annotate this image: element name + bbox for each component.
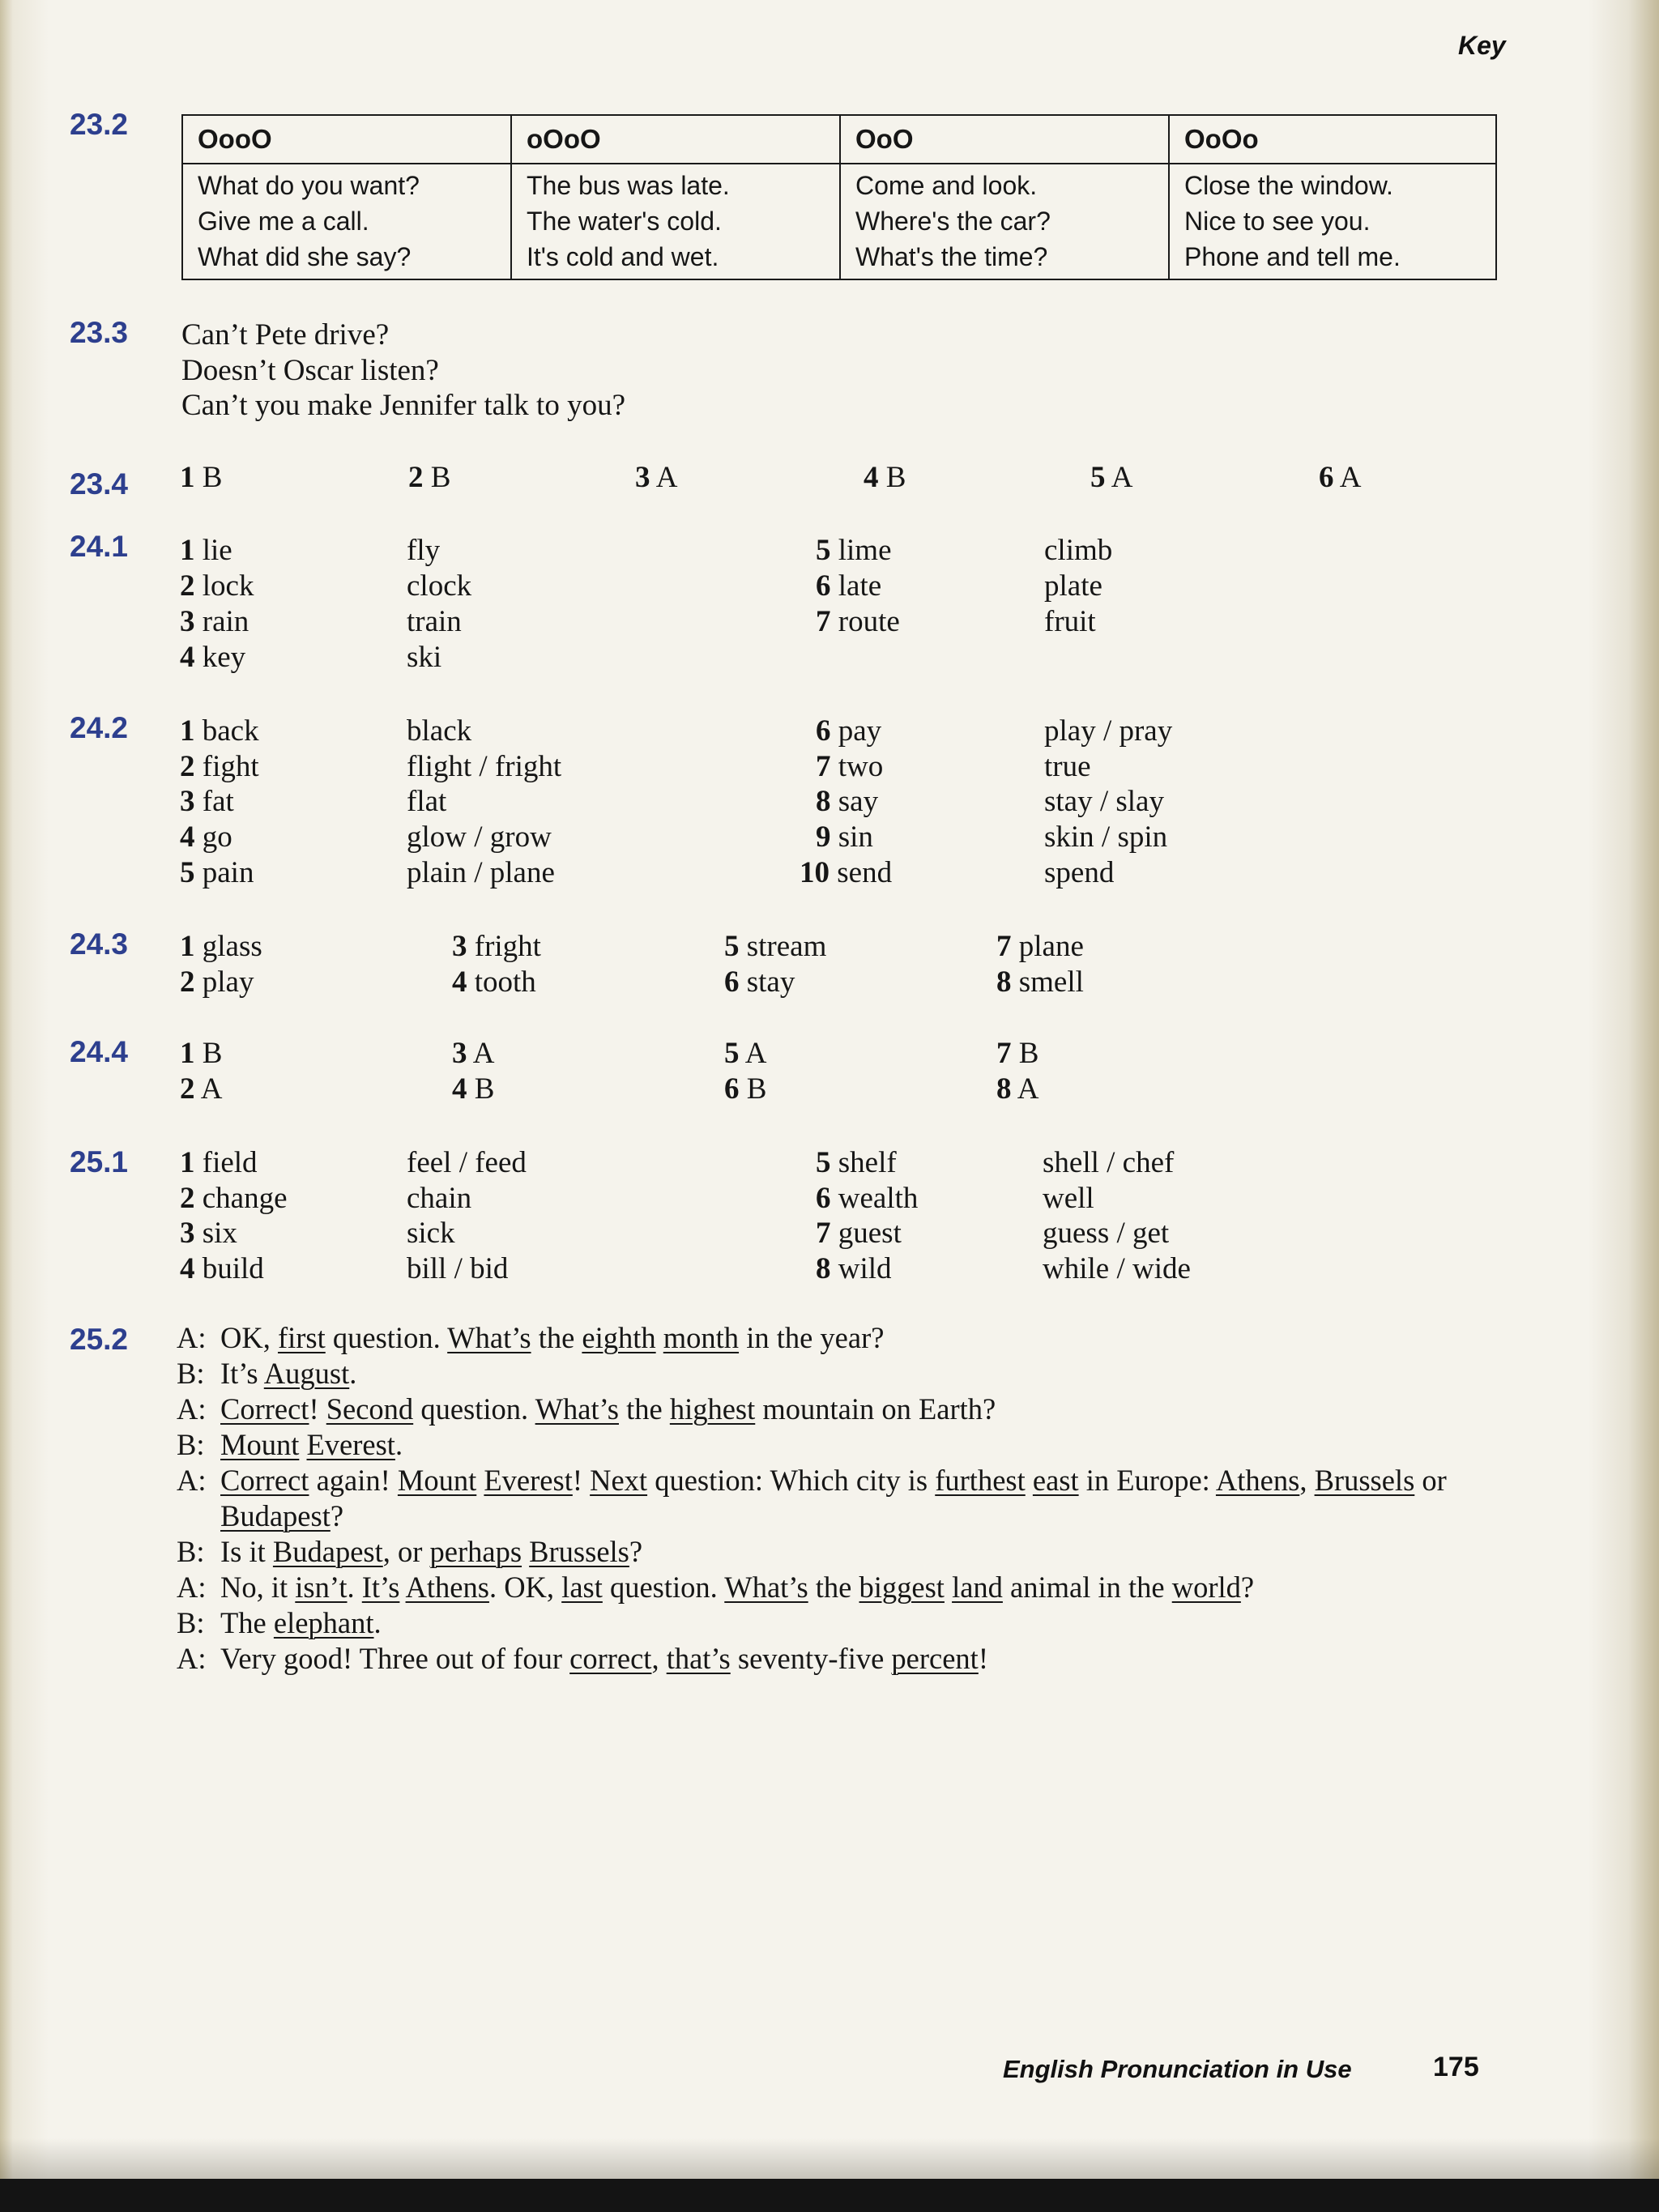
table-cell: It's cold and wet. bbox=[527, 242, 719, 271]
word-item: 7 guest bbox=[816, 1217, 902, 1250]
dialogue-text: Is it bbox=[220, 1535, 273, 1568]
stressed-word: biggest bbox=[859, 1571, 945, 1604]
word-answer: ski bbox=[407, 641, 442, 674]
speaker-label: A: bbox=[177, 1321, 207, 1354]
word-item: 3 six bbox=[180, 1217, 237, 1250]
word-answer: bill / bid bbox=[407, 1252, 509, 1285]
section-number-25-1: 25.1 bbox=[70, 1145, 129, 1178]
word-answer: fly bbox=[407, 534, 441, 567]
stressed-word: Athens bbox=[1215, 1464, 1300, 1497]
dialogue-text: OK, bbox=[220, 1321, 278, 1354]
page-shadow bbox=[0, 2138, 1659, 2179]
table-rule bbox=[1170, 163, 1495, 164]
table-cell: The water's cold. bbox=[527, 207, 722, 236]
dialogue-text: . bbox=[349, 1357, 357, 1390]
stressed-word: elephant bbox=[273, 1606, 374, 1639]
word-answer: while / wide bbox=[1043, 1252, 1191, 1285]
word-answer: shell / chef bbox=[1043, 1146, 1175, 1179]
dialogue-text: question. bbox=[413, 1392, 535, 1426]
dialogue-text bbox=[656, 1321, 663, 1354]
table-cell: What's the time? bbox=[855, 242, 1048, 271]
key-label: Key bbox=[1458, 31, 1506, 60]
dialogue-text: , bbox=[1299, 1464, 1315, 1497]
dialogue-text: the bbox=[618, 1392, 670, 1426]
word-answer: stay / slay bbox=[1044, 785, 1164, 818]
word-item: 3 fat bbox=[180, 785, 234, 818]
dialogue-text: question. bbox=[325, 1321, 448, 1354]
word-item: 2 lock bbox=[180, 569, 254, 603]
dialogue-text: the bbox=[531, 1321, 582, 1354]
dialogue-text: question: Which city is bbox=[647, 1464, 936, 1497]
word-answer: flight / fright bbox=[407, 750, 562, 783]
word-item: 1 back bbox=[180, 714, 259, 748]
dialogue bbox=[177, 1320, 1505, 1677]
dialogue-text: ? bbox=[629, 1535, 643, 1568]
word-answer: train bbox=[407, 605, 462, 638]
speaker-label: B: bbox=[177, 1606, 205, 1639]
word-item: 6 late bbox=[816, 569, 882, 603]
dialogue-text: in the year? bbox=[739, 1321, 885, 1354]
stress-pattern-heading: OoO bbox=[855, 124, 914, 154]
word-item: 2 fight bbox=[180, 750, 259, 783]
word-item: 1 glass bbox=[180, 930, 262, 963]
stressed-word: Next bbox=[590, 1464, 648, 1497]
answer-item: 3 A bbox=[635, 461, 678, 494]
stressed-word: eighth bbox=[582, 1321, 656, 1354]
word-item: 4 go bbox=[180, 820, 232, 854]
answer-item: 7 B bbox=[996, 1037, 1039, 1070]
word-item: 6 wealth bbox=[816, 1182, 919, 1215]
word-item: 5 lime bbox=[816, 534, 892, 567]
word-item: 3 rain bbox=[180, 605, 249, 638]
speaker-label: B: bbox=[177, 1535, 205, 1568]
word-item: 5 stream bbox=[724, 930, 827, 963]
table-rule bbox=[512, 163, 839, 164]
table-cell: Where's the car? bbox=[855, 207, 1051, 236]
answer-line: Can’t Pete drive? bbox=[181, 318, 390, 352]
table-cell: What did she say? bbox=[198, 242, 412, 271]
stressed-word: August bbox=[263, 1357, 350, 1390]
stressed-word: It’s bbox=[361, 1571, 400, 1604]
word-item: 9 sin bbox=[816, 820, 873, 854]
speaker-label: A: bbox=[177, 1571, 207, 1604]
dialogue-text: . bbox=[394, 1428, 403, 1461]
dialogue-text bbox=[945, 1571, 952, 1604]
speaker-label: B: bbox=[177, 1428, 205, 1461]
word-item: 8 say bbox=[816, 785, 879, 818]
stressed-word: What’s bbox=[447, 1321, 531, 1354]
dialogue-text: It’s bbox=[220, 1357, 264, 1390]
word-answer: true bbox=[1044, 750, 1091, 783]
stressed-word: land bbox=[952, 1571, 1003, 1604]
stressed-word: correct bbox=[569, 1642, 652, 1675]
dialogue-text: . bbox=[347, 1571, 362, 1604]
stressed-word: Mount bbox=[397, 1464, 477, 1497]
dialogue-text: ! bbox=[572, 1464, 591, 1497]
stress-column bbox=[1168, 116, 1495, 279]
stressed-word: Brussels bbox=[1314, 1464, 1415, 1497]
word-item: 1 field bbox=[180, 1146, 258, 1179]
section-number-24-1: 24.1 bbox=[70, 530, 129, 563]
dialogue-text: or bbox=[1414, 1464, 1447, 1497]
word-answer: play / pray bbox=[1044, 714, 1173, 748]
dialogue-text: , or bbox=[382, 1535, 430, 1568]
stressed-word: Mount bbox=[220, 1428, 300, 1461]
dialogue-line bbox=[177, 1356, 1505, 1392]
word-answer: plate bbox=[1044, 569, 1102, 603]
dialogue-text: the bbox=[808, 1571, 859, 1604]
section-number-24-4: 24.4 bbox=[70, 1035, 129, 1068]
answer-item: 2 B bbox=[408, 461, 451, 494]
word-answer: guess / get bbox=[1043, 1217, 1170, 1250]
word-answer: climb bbox=[1044, 534, 1113, 567]
table-cell: Give me a call. bbox=[198, 207, 369, 236]
stress-column bbox=[839, 116, 1168, 279]
answer-item: 1 B bbox=[180, 1037, 223, 1070]
dialogue-text: . bbox=[373, 1606, 382, 1639]
word-item: 4 build bbox=[180, 1252, 264, 1285]
word-item: 7 route bbox=[816, 605, 900, 638]
word-item: 1 lie bbox=[180, 534, 232, 567]
word-answer: feel / feed bbox=[407, 1146, 527, 1179]
stressed-word: Athens bbox=[405, 1571, 489, 1604]
word-answer: skin / spin bbox=[1044, 820, 1168, 854]
word-answer: sick bbox=[407, 1217, 455, 1250]
word-item: 2 play bbox=[180, 965, 254, 999]
word-answer: fruit bbox=[1044, 605, 1096, 638]
answer-item: 5 A bbox=[1090, 461, 1133, 494]
dialogue-text: ! bbox=[309, 1392, 326, 1426]
answer-item: 8 A bbox=[996, 1072, 1039, 1106]
table-cell: Nice to see you. bbox=[1184, 207, 1371, 236]
dialogue-text bbox=[522, 1535, 529, 1568]
dialogue-line bbox=[177, 1320, 1505, 1356]
word-item: 6 pay bbox=[816, 714, 882, 748]
dialogue-text: ? bbox=[330, 1499, 344, 1532]
word-answer: glow / grow bbox=[407, 820, 552, 854]
dialogue-text: Very good! Three out of four bbox=[220, 1642, 570, 1675]
table-cell: Close the window. bbox=[1184, 171, 1393, 200]
stressed-word: first bbox=[277, 1321, 326, 1354]
stress-pattern-heading: OooO bbox=[198, 124, 272, 154]
dialogue-text bbox=[1026, 1464, 1033, 1497]
book-title: English Pronunciation in Use bbox=[1003, 2055, 1352, 2083]
stressed-word: Brussels bbox=[529, 1535, 629, 1568]
answer-item: 6 A bbox=[1319, 461, 1362, 494]
dialogue-text: animal in the bbox=[1002, 1571, 1172, 1604]
dialogue-line bbox=[177, 1641, 1505, 1677]
answer-item: 1 B bbox=[180, 461, 223, 494]
answer-item: 3 A bbox=[452, 1037, 495, 1070]
section-number-24-3: 24.3 bbox=[70, 927, 129, 961]
stressed-word: Everest bbox=[484, 1464, 573, 1497]
word-item: 6 stay bbox=[724, 965, 795, 999]
dialogue-line bbox=[177, 1534, 1505, 1570]
answer-item: 4 B bbox=[452, 1072, 495, 1106]
scan-bottom-edge bbox=[0, 2179, 1659, 2212]
table-cell: Come and look. bbox=[855, 171, 1038, 200]
word-item: 4 key bbox=[180, 641, 246, 674]
word-item: 3 fright bbox=[452, 930, 541, 963]
stressed-word: last bbox=[561, 1571, 603, 1604]
word-item: 10 send bbox=[800, 856, 893, 889]
dialogue-line bbox=[177, 1463, 1505, 1534]
stressed-word: month bbox=[663, 1321, 740, 1354]
dialogue-text bbox=[399, 1571, 405, 1604]
word-item: 2 change bbox=[180, 1182, 288, 1215]
section-number-23-4: 23.4 bbox=[70, 467, 129, 501]
dialogue-line bbox=[177, 1605, 1505, 1641]
word-answer: flat bbox=[407, 785, 447, 818]
dialogue-text: mountain on Earth? bbox=[755, 1392, 996, 1426]
dialogue-text: ! bbox=[978, 1642, 988, 1675]
table-cell: Phone and tell me. bbox=[1184, 242, 1401, 271]
stress-pattern-heading: OoOo bbox=[1184, 124, 1259, 154]
stressed-word: percent bbox=[891, 1642, 979, 1675]
stressed-word: that’s bbox=[666, 1642, 731, 1675]
stressed-word: Budapest bbox=[272, 1535, 383, 1568]
word-answer: well bbox=[1043, 1182, 1094, 1215]
dialogue-line bbox=[177, 1392, 1505, 1427]
answer-line: Can’t you make Jennifer talk to you? bbox=[181, 389, 626, 422]
stressed-word: world bbox=[1171, 1571, 1241, 1604]
table-rule bbox=[841, 163, 1168, 164]
word-answer: clock bbox=[407, 569, 472, 603]
dialogue-text: ? bbox=[1240, 1571, 1255, 1604]
word-item: 5 shelf bbox=[816, 1146, 897, 1179]
section-number-23-2: 23.2 bbox=[70, 108, 129, 141]
stress-pattern-table bbox=[181, 114, 1497, 280]
speaker-label: A: bbox=[177, 1642, 207, 1675]
word-item: 8 smell bbox=[996, 965, 1084, 999]
word-answer: chain bbox=[407, 1182, 472, 1215]
dialogue-text: in Europe: bbox=[1078, 1464, 1216, 1497]
stressed-word: Everest bbox=[306, 1428, 395, 1461]
dialogue-text: , bbox=[651, 1642, 667, 1675]
stress-pattern-heading: oOoO bbox=[527, 124, 601, 154]
stressed-word: Second bbox=[326, 1392, 414, 1426]
word-answer: black bbox=[407, 714, 472, 748]
stressed-word: What’s bbox=[724, 1571, 808, 1604]
section-number-25-2: 25.2 bbox=[70, 1323, 129, 1356]
stressed-word: Correct bbox=[220, 1392, 309, 1426]
stress-column bbox=[510, 116, 839, 279]
table-rule bbox=[183, 163, 510, 164]
answer-item: 6 B bbox=[724, 1072, 767, 1106]
speaker-label: A: bbox=[177, 1392, 207, 1426]
dialogue-line bbox=[177, 1570, 1505, 1605]
word-item: 7 two bbox=[816, 750, 884, 783]
word-answer: spend bbox=[1044, 856, 1115, 889]
speaker-label: B: bbox=[177, 1357, 205, 1390]
stressed-word: isn’t bbox=[295, 1571, 348, 1604]
table-cell: The bus was late. bbox=[527, 171, 730, 200]
word-item: 5 pain bbox=[180, 856, 254, 889]
page-number: 175 bbox=[1433, 2052, 1479, 2082]
dialogue-text: No, it bbox=[220, 1571, 296, 1604]
word-item: 4 tooth bbox=[452, 965, 536, 999]
dialogue-text: question. bbox=[602, 1571, 725, 1604]
answer-item: 4 B bbox=[864, 461, 906, 494]
stress-column bbox=[183, 116, 510, 279]
word-answer: plain / plane bbox=[407, 856, 555, 889]
dialogue-text: again! bbox=[309, 1464, 398, 1497]
answer-line: Doesn’t Oscar listen? bbox=[181, 354, 439, 387]
stressed-word: highest bbox=[669, 1392, 756, 1426]
word-item: 7 plane bbox=[996, 930, 1084, 963]
stressed-word: Budapest bbox=[220, 1499, 331, 1532]
stressed-word: What’s bbox=[535, 1392, 619, 1426]
dialogue-text: The bbox=[220, 1606, 274, 1639]
stressed-word: furthest bbox=[935, 1464, 1026, 1497]
table-cell: What do you want? bbox=[198, 171, 420, 200]
section-number-23-3: 23.3 bbox=[70, 316, 129, 349]
stressed-word: Correct bbox=[220, 1464, 309, 1497]
dialogue-line bbox=[177, 1427, 1505, 1463]
section-number-24-2: 24.2 bbox=[70, 711, 129, 744]
stressed-word: east bbox=[1032, 1464, 1079, 1497]
word-item: 8 wild bbox=[816, 1252, 892, 1285]
speaker-label: A: bbox=[177, 1464, 207, 1497]
dialogue-text: seventy-five bbox=[730, 1642, 892, 1675]
answer-item: 2 A bbox=[180, 1072, 223, 1106]
stressed-word: perhaps bbox=[429, 1535, 522, 1568]
answer-item: 5 A bbox=[724, 1037, 767, 1070]
dialogue-text: . OK, bbox=[488, 1571, 562, 1604]
